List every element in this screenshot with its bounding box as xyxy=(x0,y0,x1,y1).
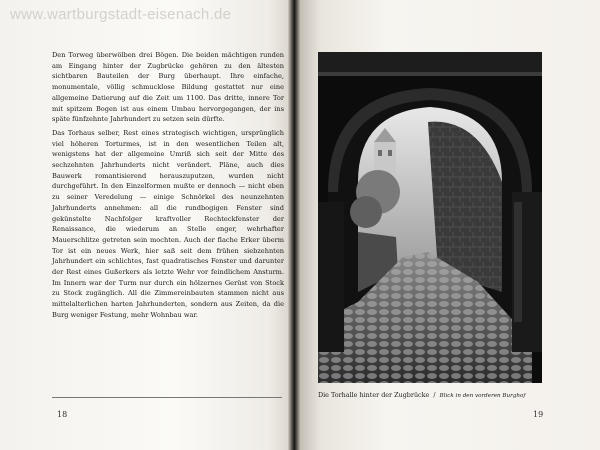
book-gutter xyxy=(288,0,300,450)
watermark: www.wartburgstadt-eisenach.de xyxy=(10,6,232,23)
caption-separator: / xyxy=(433,391,436,399)
photo-caption xyxy=(318,391,558,399)
page-number-right: 19 xyxy=(533,410,544,419)
paragraph-1: Den Torweg überwölben drei Bögen. Die beiden mächtigen runden am Eingang hinter der Zugbrücke gehören zu den ältesten sichtbaren Bauteilen der Burg überhaupt. Ihre einfache, monumentale, völlig schmucklose Bildung gestattet nur eine allgemeine Datierung auf die Zeit um 1100. Das dritte, innere Tor mit spitzem Bogen ist aus einem Umbau hervorgegangen, der ins späte fünfzehnte Jahrhundert zu setzen sein dürfte. xyxy=(52,51,284,124)
gate-hall-photo xyxy=(318,52,542,383)
page-number-left: 18 xyxy=(57,410,68,419)
gate-hall-photo-svg xyxy=(318,52,542,383)
caption-sub: Blick in den vorderen Burghof xyxy=(439,393,526,399)
footer-rule xyxy=(52,397,282,398)
body-text xyxy=(52,50,284,324)
paragraph-2: Das Torhaus selber, Rest eines strategisch wichtigen, ursprünglich viel höheren Torturmes, ist in den wesentlichen Teilen alt, wenigstens hat der allgemeine Umriß sich seit der Mitte des sechzehnten Jahrhunderts nicht verändert. Pläne, auch dies Bauwerk romantisierend herauszuputzen, wurden nicht durchgeführt. In den Einzelformen mußte er dennoch — nicht eben zu seiner Veredelung — einige Schnörkel des neunzehnten Jahrhunderts annehmen: all die rundbogigen Fenster sind gekünstelte Nachfolger kraftvoller Rechteckfenster der Renaissance, die wiederum an Stelle enger, wehrhafter Mauerschlitze getreten sein mochten. Auch der flache Erker überm Tor ist ein neues Werk, hier saß seit dem frühen siebzehnten Jahrhundert ein schlichtes, fast quadratisches Fenster und darunter der Rest eines Gußerkers als letzte Wehr vor feindlichem Ansturm. Im Innern war der Turm nur durch ein hölzernes Gerüst von Stock zu Stock zugänglich. All die Zimmereinbauten stammen nicht aus mittelalterlichen harten Jahrhunderten, sondern aus Zeiten, da die Burg weniger Festung, mehr Wohnbau war. xyxy=(52,128,284,319)
caption-main: Die Torhalle hinter der Zugbrücke xyxy=(318,391,430,399)
